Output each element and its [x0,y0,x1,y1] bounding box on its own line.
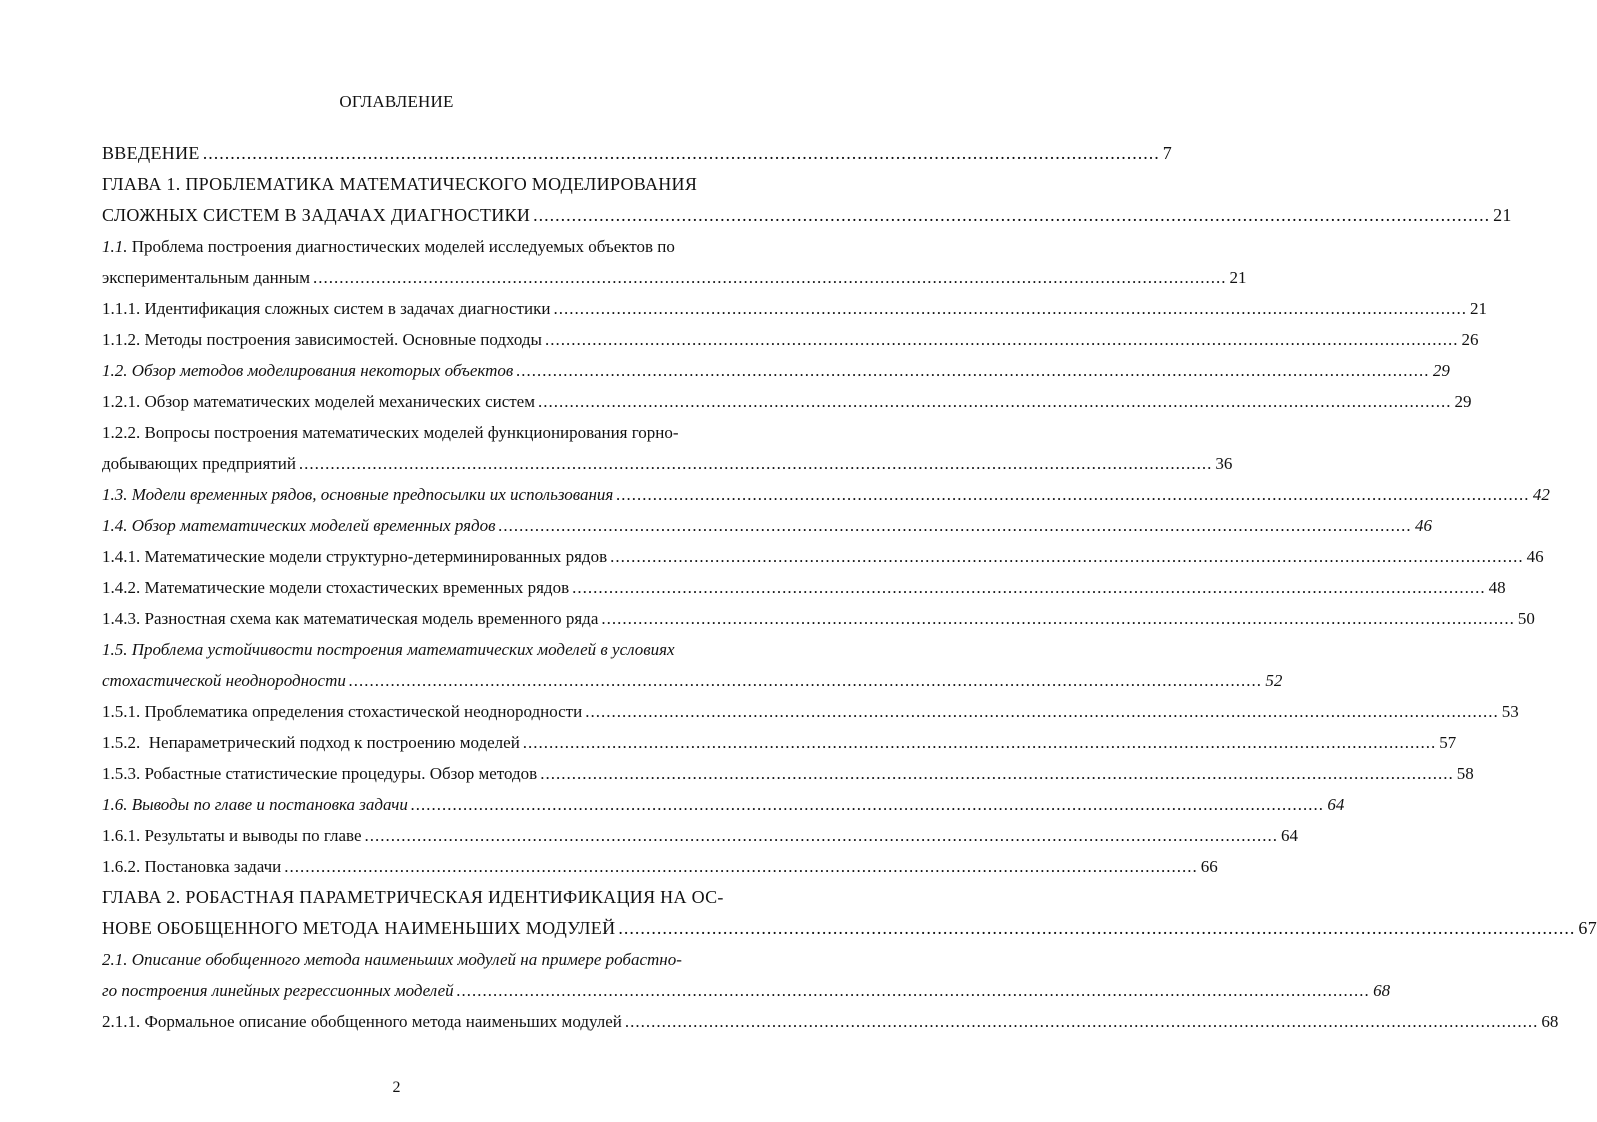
toc-entry-text: Проблема построения диагностических моделей исследуемых объектов по [131,237,675,256]
toc-entry [102,789,1345,820]
toc-entry-text: ВВЕДЕНИЕ [102,143,200,163]
toc-entry-page: 53 [1501,702,1519,721]
toc-entry-text: добывающих предприятий [102,454,296,473]
toc-entry-text: 2.1. Описание обобщенного метода наименьших модулей на примере робастно- [102,950,682,969]
toc-entry-text: 1.2.1. Обзор математических моделей механических систем [102,392,535,411]
dot-leader: .............................................................................................................................................................................. [516,361,1430,380]
toc-entry-text: 1.6.1. Результаты и выводы по главе [102,826,362,845]
toc-entry-page: 57 [1439,733,1457,752]
toc-entry [102,758,1474,789]
toc-entry [102,386,1472,417]
toc-entry-page: 64 [1281,826,1299,845]
toc-entry-text: 1.5.3. Робастные статистические процедуры. Обзор методов [102,764,538,783]
toc-entry [102,448,1233,479]
toc-entry [102,696,1519,727]
toc-entry-text: 1.1.1. Идентификация сложных систем в задачах диагностики [102,299,551,318]
dot-leader: .............................................................................................................................................................................. [616,485,1530,504]
toc-entry [102,727,1457,758]
toc-entry-text: 1.4.3. Разностная схема как математическая модель временного ряда [102,609,599,628]
dot-leader: .............................................................................................................................................................................. [348,671,1263,690]
dot-leader: .............................................................................................................................................................................. [585,702,1499,721]
toc-entry-number: 1.1. [102,237,128,256]
toc-entry [102,324,1479,355]
toc-entry-page: 21 [1229,268,1247,287]
toc-entry [102,200,1512,231]
toc-entry-page: 46 [1415,516,1433,535]
toc-entry [102,975,1391,1006]
toc-entry-page: 46 [1526,547,1544,566]
dot-leader: .............................................................................................................................................................................. [522,733,1437,752]
toc-entry-page: 21 [1469,299,1487,318]
toc-entry-page: 58 [1456,764,1474,783]
toc-entry-page: 29 [1432,361,1450,380]
dot-leader: .............................................................................................................................................................................. [410,795,1325,814]
toc-entry [102,851,1218,882]
toc-entry-text: экспериментальным данным [102,268,310,287]
toc-entry-text: стохастической неоднородности [102,671,346,690]
toc-entry [102,169,740,200]
toc-entry-page: 48 [1488,578,1506,597]
dot-leader: .............................................................................................................................................................................. [312,268,1227,287]
toc-entry-page: 50 [1517,609,1535,628]
toc-entry-text: 1.2. Обзор методов моделирования некоторых объектов [102,361,514,380]
toc-entry-text: го построения линейных регрессионных моделей [102,981,454,1000]
toc-entry [102,913,1597,944]
dot-leader: .............................................................................................................................................................................. [544,330,1459,349]
toc-entry [102,231,740,262]
dot-leader: .............................................................................................................................................................................. [456,981,1371,1000]
toc-entry-text: СЛОЖНЫХ СИСТЕМ В ЗАДАЧАХ ДИАГНОСТИКИ [102,205,531,225]
toc-entry-page: 7 [1162,143,1172,163]
dot-leader: .............................................................................................................................................................................. [624,1012,1539,1031]
toc-entry-page: 21 [1493,205,1512,225]
dot-leader: .............................................................................................................................................................................. [618,918,1576,938]
dot-leader: .............................................................................................................................................................................. [298,454,1213,473]
page-number: 2 [392,1079,401,1096]
toc-entry-text: НОВЕ ОБОБЩЕННОГО МЕТОДА НАИМЕНЬШИХ МОДУЛЕЙ [102,918,616,938]
dot-leader: .............................................................................................................................................................................. [572,578,1486,597]
toc-entry-page: 29 [1454,392,1472,411]
toc-entry-text: 1.4. Обзор математических моделей временных рядов [102,516,496,535]
toc-entry-page: 67 [1578,918,1597,938]
dot-leader: .............................................................................................................................................................................. [553,299,1467,318]
toc-entry [102,944,740,975]
toc-entry-page: 64 [1327,795,1345,814]
toc-entry [102,634,740,665]
toc-entry [102,479,1550,510]
toc-entry-page: 52 [1265,671,1283,690]
dot-leader: .............................................................................................................................................................................. [540,764,1454,783]
toc-entry-text: 1.3. Модели временных рядов, основные предпосылки их использования [102,485,614,504]
dot-leader: .............................................................................................................................................................................. [364,826,1279,845]
toc-entry [102,541,1544,572]
toc-entry [102,572,1506,603]
toc-entry-page: 26 [1461,330,1479,349]
toc-entry [102,665,1283,696]
toc-entry-text: 1.5.1. Проблематика определения стохастической неоднородности [102,702,583,721]
toc-entry [102,603,1535,634]
toc-entry-text: ГЛАВА 2. РОБАСТНАЯ ПАРАМЕТРИЧЕСКАЯ ИДЕНТИФИКАЦИЯ НА ОС- [102,887,724,907]
dot-leader: .............................................................................................................................................................................. [610,547,1524,566]
toc-entry [102,355,1450,386]
toc-entry-text: 1.4.1. Математические модели структурно-детерминированных рядов [102,547,608,566]
toc-entry-text: 1.5.2. Непараметрический подход к построению моделей [102,733,520,752]
toc-entry-page: 68 [1373,981,1391,1000]
toc-entry-page: 68 [1541,1012,1559,1031]
dot-leader: .............................................................................................................................................................................. [284,857,1198,876]
table-of-contents [102,138,1597,1037]
dot-leader: .............................................................................................................................................................................. [538,392,1452,411]
dot-leader: .............................................................................................................................................................................. [498,516,1413,535]
toc-entry-text: 1.1.2. Методы построения зависимостей. Основные подходы [102,330,542,349]
toc-entry [102,510,1433,541]
toc-entry [102,417,740,448]
toc-entry [102,820,1299,851]
toc-entry-text: 1.6.2. Постановка задачи [102,857,282,876]
dot-leader: .............................................................................................................................................................................. [533,205,1491,225]
toc-entry [102,1006,1559,1037]
toc-entry-text: ГЛАВА 1. ПРОБЛЕМАТИКА МАТЕМАТИЧЕСКОГО МОДЕЛИРОВАНИЯ [102,174,698,194]
toc-entry-text: 1.6. Выводы по главе и постановка задачи [102,795,408,814]
toc-entry [102,293,1487,324]
toc-entry-text: 1.4.2. Математические модели стохастических временных рядов [102,578,570,597]
toc-entry-text: 2.1.1. Формальное описание обобщенного метода наименьших модулей [102,1012,622,1031]
toc-entry [102,138,1172,169]
toc-entry-text: 1.2.2. Вопросы построения математических моделей функционирования горно- [102,423,679,442]
toc-entry-page: 42 [1532,485,1550,504]
toc-entry [102,262,1247,293]
toc-entry [102,882,740,913]
toc-entry-page: 36 [1215,454,1233,473]
toc-entry-page: 66 [1200,857,1218,876]
dot-leader: .............................................................................................................................................................................. [601,609,1515,628]
dot-leader: .............................................................................................................................................................................. [202,143,1160,163]
page-title: ОГЛАВЛЕНИЕ [339,92,454,111]
toc-entry-text: 1.5. Проблема устойчивости построения математических моделей в условиях [102,640,675,659]
